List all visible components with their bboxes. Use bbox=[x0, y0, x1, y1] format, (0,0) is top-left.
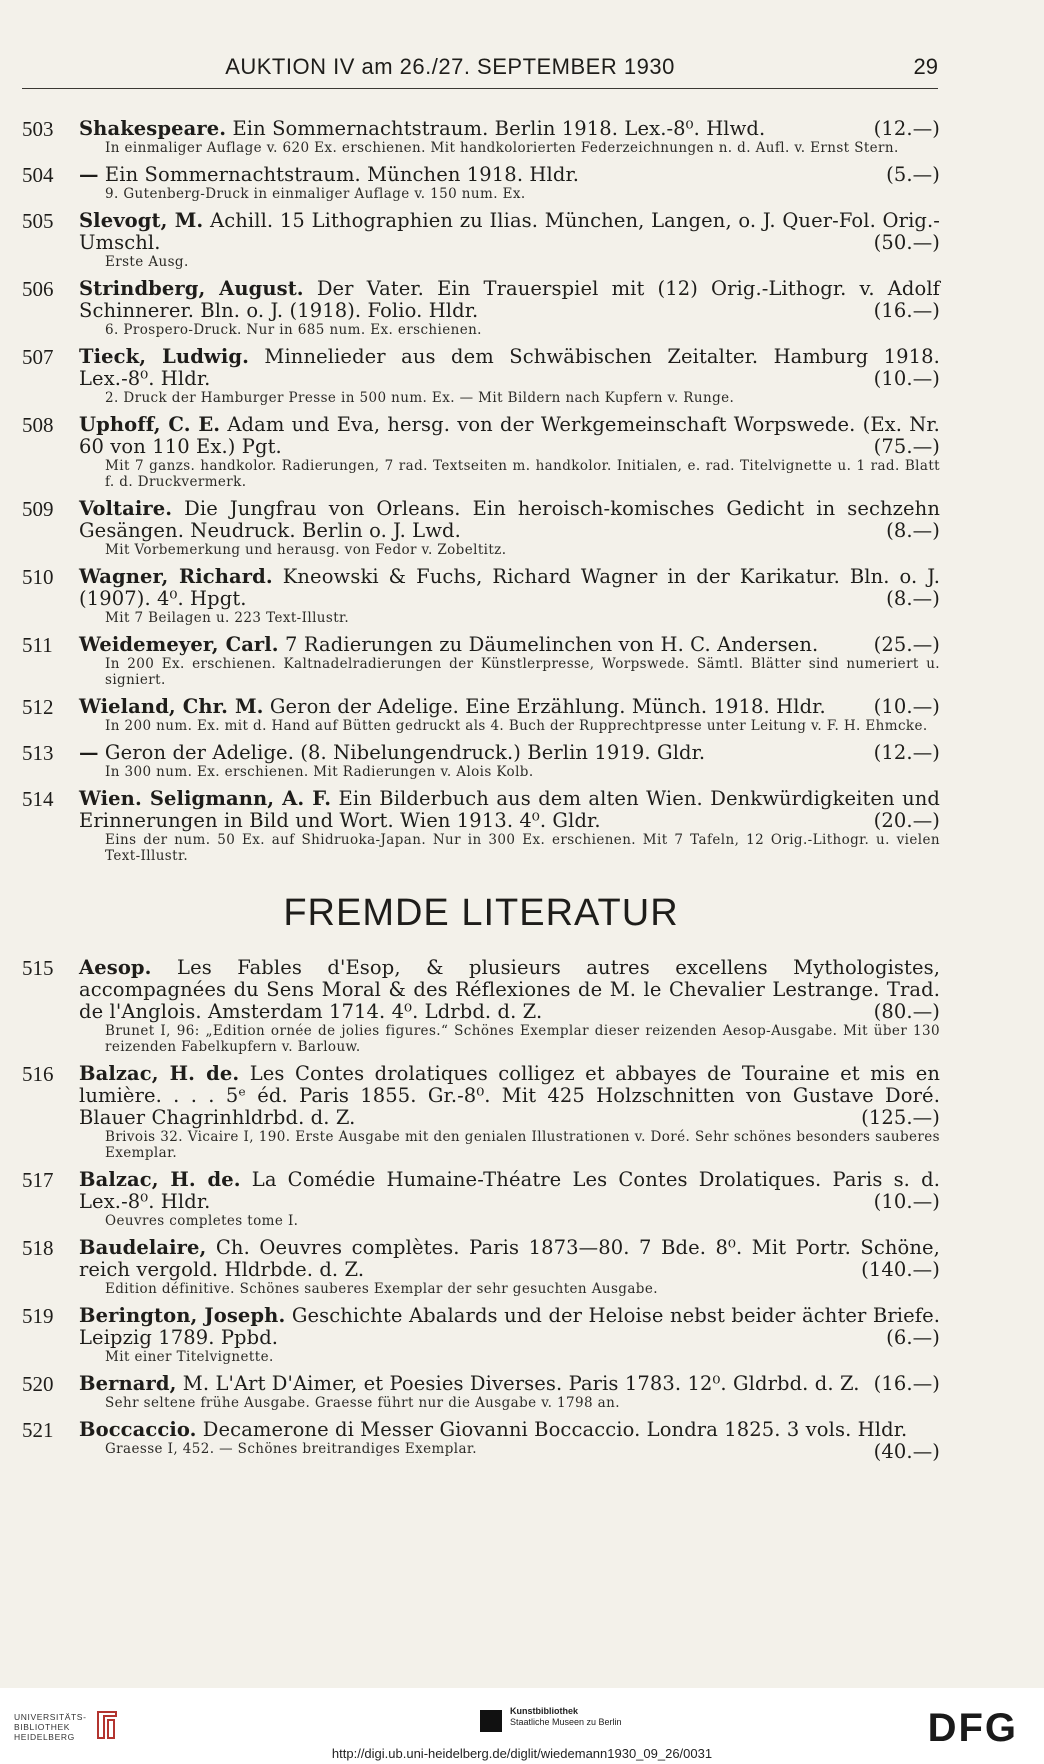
lot-title: Der Vater. Ein Trauerspiel mit (12) Orig.-Lithogr. v. Adolf Schinnerer. Bln. o. J. (1918). Folio. Hldr. bbox=[79, 277, 940, 322]
lot-note: In einmaliger Auflage v. 620 Ex. erschienen. Mit handkolorierten Federzeichnungen n. d. Aufl. v. Ernst Stern. bbox=[105, 140, 899, 156]
lot-description bbox=[79, 696, 940, 718]
lot-price: (12.—) bbox=[873, 741, 940, 764]
catalog-entry bbox=[22, 1305, 940, 1365]
lot-number: 504 bbox=[22, 163, 54, 187]
lot-number: 506 bbox=[22, 277, 54, 301]
lot-author: Voltaire. bbox=[79, 497, 173, 520]
lot-author: Baudelaire, bbox=[79, 1236, 207, 1259]
lot-price: (50.—) bbox=[873, 231, 940, 254]
lot-number: 507 bbox=[22, 345, 54, 369]
lot-price: (25.—) bbox=[873, 633, 940, 656]
catalog-entry bbox=[22, 742, 940, 780]
catalog-entry bbox=[22, 957, 940, 1055]
lot-title: Geschichte Abalards und der Heloise nebst beider ächter Briefe. Leipzig 1789. Ppbd. bbox=[79, 1304, 941, 1349]
lot-number: 514 bbox=[22, 787, 54, 811]
lot-author: Weidemeyer, Carl. bbox=[79, 633, 279, 656]
lot-note: Graesse I, 452. — Schönes breitrandiges Exemplar. bbox=[105, 1441, 477, 1457]
lot-price: (16.—) bbox=[873, 1372, 940, 1395]
lot-price: (40.—) bbox=[873, 1440, 940, 1463]
lot-number: 517 bbox=[22, 1168, 54, 1192]
lot-title: Kneowski & Fuchs, Richard Wagner in der Karikatur. Bln. o. J. (1907). 4⁰. Hpgt. bbox=[79, 565, 940, 610]
lot-author: Shakespeare. bbox=[79, 117, 227, 140]
lot-note: 9. Gutenberg-Druck in einmaliger Auflage v. 150 num. Ex. bbox=[105, 186, 526, 202]
ub-emblem-icon bbox=[94, 1708, 120, 1742]
lot-description bbox=[79, 957, 940, 1023]
lot-author: Slevogt, M. bbox=[79, 209, 204, 232]
lot-number: 521 bbox=[22, 1418, 54, 1442]
lot-number: 509 bbox=[22, 497, 54, 521]
lot-title: Achill. 15 Lithographien zu Ilias. München, Langen, o. J. Quer-Fol. Orig.-Umschl. bbox=[79, 209, 940, 254]
lot-description bbox=[79, 742, 940, 764]
catalog-entry bbox=[22, 566, 940, 626]
lot-number: 505 bbox=[22, 209, 54, 233]
ub-logo-line2: BIBLIOTHEK bbox=[14, 1722, 71, 1732]
lot-title: La Comédie Humaine-Théatre Les Contes Drolatiques. Paris s. d. Lex.-8⁰. Hldr. bbox=[79, 1168, 940, 1213]
lot-author: Balzac, H. de. bbox=[79, 1168, 241, 1191]
kb-title: Kunstbibliothek bbox=[510, 1706, 578, 1716]
lot-title: Les Contes drolatiques colligez et abbayes de Touraine et mis en lumière. . . . 5ᵉ éd. Paris 1855. Gr.-8⁰. Mit 425 Holzschnitten von Gustave Doré. Blauer Chagrinhldrbd. d. Z. bbox=[79, 1062, 940, 1129]
ub-heidelberg-logo[interactable] bbox=[14, 1712, 87, 1742]
lot-description bbox=[79, 1237, 940, 1281]
lot-description bbox=[79, 634, 940, 656]
lot-author: — bbox=[79, 163, 99, 186]
lot-note: 6. Prospero-Druck. Nur in 685 num. Ex. erschienen. bbox=[105, 322, 482, 338]
entry-list-foreign bbox=[22, 956, 941, 1463]
lot-title: Minnelieder aus dem Schwäbischen Zeitalter. Hamburg 1918. Lex.-8⁰. Hldr. bbox=[79, 345, 940, 390]
lot-price: (140.—) bbox=[861, 1258, 940, 1281]
lot-title: Die Jungfrau von Orleans. Ein heroisch-komisches Gedicht in sechzehn Gesängen. Neudruck. Berlin o. J. Lwd. bbox=[79, 497, 940, 542]
dfg-logo[interactable]: DFG bbox=[927, 1706, 1018, 1750]
lot-note: Mit Vorbemerkung und herausg. von Fedor v. Zobeltitz. bbox=[105, 542, 507, 558]
lot-price: (6.—) bbox=[886, 1326, 940, 1349]
catalog-entry bbox=[22, 414, 940, 490]
catalog-entry bbox=[22, 210, 940, 270]
lot-price: (80.—) bbox=[873, 1000, 940, 1023]
lot-author: Strindberg, August. bbox=[79, 277, 304, 300]
section-heading: FREMDE LITERATUR bbox=[283, 892, 679, 934]
lot-title: Ein Sommernachtstraum. München 1918. Hldr. bbox=[104, 163, 580, 186]
lot-title: Adam und Eva, hersg. von der Werkgemeinschaft Worpswede. (Ex. Nr. 60 von 110 Ex.) Pgt. bbox=[79, 413, 940, 458]
lot-author: Tieck, Ludwig. bbox=[79, 345, 249, 368]
lot-author: Uphoff, C. E. bbox=[79, 413, 221, 436]
lot-note: 2. Druck der Hamburger Presse in 500 num. Ex. — Mit Bildern nach Kupfern v. Runge. bbox=[105, 390, 735, 406]
lot-number: 515 bbox=[22, 956, 54, 980]
lot-description bbox=[79, 1169, 940, 1213]
lot-title: Decamerone di Messer Giovanni Boccaccio. Londra 1825. 3 vols. Hldr. bbox=[202, 1418, 908, 1441]
lot-description bbox=[79, 1373, 940, 1395]
lot-price: (10.—) bbox=[873, 1190, 940, 1213]
ub-logo-line3: HEIDELBERG bbox=[14, 1732, 75, 1742]
lot-number: 511 bbox=[22, 633, 53, 657]
lot-title: Ein Bilderbuch aus dem alten Wien. Denkwürdigkeiten und Erinnerungen in Bild und Wort. Wien 1913. 4⁰. Gldr. bbox=[79, 787, 940, 832]
lot-description bbox=[79, 414, 940, 458]
lot-number: 513 bbox=[22, 741, 54, 765]
lot-author: Boccaccio. bbox=[79, 1418, 197, 1441]
lot-author: Balzac, H. de. bbox=[79, 1062, 240, 1085]
catalog-entry bbox=[22, 634, 940, 688]
lot-note: In 300 num. Ex. erschienen. Mit Radierungen v. Alois Kolb. bbox=[105, 764, 534, 780]
lot-author: Berington, Joseph. bbox=[79, 1304, 286, 1327]
page-header bbox=[22, 54, 938, 89]
lot-description bbox=[79, 1305, 940, 1349]
catalog-entry bbox=[22, 118, 940, 156]
lot-note: Brunet I, 96: „Edition ornée de jolies figures.“ Schönes Exemplar dieser reizenden Aesop-Ausgabe. Mit über 130 reizenden Fabelkupfern v. Barlouw. bbox=[105, 1023, 940, 1055]
kb-subtitle: Staatliche Museen zu Berlin bbox=[510, 1717, 622, 1727]
kunstbibliothek-mark-icon bbox=[480, 1710, 502, 1732]
lot-price: (12.—) bbox=[873, 117, 940, 140]
lot-price: (75.—) bbox=[873, 435, 940, 458]
kunstbibliothek-logo[interactable] bbox=[480, 1706, 622, 1732]
lot-note: Erste Ausg. bbox=[105, 254, 189, 270]
catalog-entry bbox=[22, 164, 940, 202]
lot-description bbox=[79, 566, 940, 610]
lot-title: M. L'Art D'Aimer, et Poesies Diverses. Paris 1783. 12⁰. Gldrbd. d. Z. bbox=[182, 1372, 860, 1395]
lot-price: (10.—) bbox=[873, 695, 940, 718]
lot-description bbox=[79, 346, 940, 390]
lot-number: 512 bbox=[22, 695, 54, 719]
lot-title: Geron der Adelige. (8. Nibelungendruck.) Berlin 1919. Gldr. bbox=[104, 741, 706, 764]
lot-price: (16.—) bbox=[873, 299, 940, 322]
lot-price: (10.—) bbox=[873, 367, 940, 390]
catalog-entry bbox=[22, 1418, 940, 1463]
lot-number: 510 bbox=[22, 565, 54, 589]
catalog-entry bbox=[22, 788, 940, 864]
lot-price: (20.—) bbox=[873, 809, 940, 832]
catalog-entry bbox=[22, 346, 940, 406]
lot-note: Edition définitive. Schönes sauberes Exemplar der sehr gesuchten Ausgabe. bbox=[105, 1281, 658, 1297]
viewer-footer bbox=[0, 1688, 1044, 1764]
lot-note: Mit 7 Beilagen u. 223 Text-Illustr. bbox=[105, 610, 350, 626]
lot-author: Wien. Seligmann, A. F. bbox=[79, 787, 332, 810]
lot-number: 508 bbox=[22, 413, 54, 437]
lot-author: — bbox=[79, 741, 99, 764]
lot-note: Oeuvres completes tome I. bbox=[105, 1213, 299, 1229]
lot-price: (8.—) bbox=[886, 587, 940, 610]
lot-price: (8.—) bbox=[886, 519, 940, 542]
lot-note: Sehr seltene frühe Ausgabe. Graesse führt nur die Ausgabe v. 1798 an. bbox=[105, 1395, 620, 1411]
lot-price: (5.—) bbox=[886, 163, 940, 186]
entry-list-german bbox=[22, 118, 940, 864]
catalog-entry bbox=[22, 278, 940, 338]
lot-author: Bernard, bbox=[79, 1372, 177, 1395]
ub-logo-line1: UNIVERSITÄTS- bbox=[14, 1712, 87, 1722]
lot-number: 520 bbox=[22, 1372, 54, 1396]
lot-author: Aesop. bbox=[79, 956, 152, 979]
lot-number: 518 bbox=[22, 1236, 54, 1260]
lot-title: 7 Radierungen zu Däumelinchen von H. C. Andersen. bbox=[285, 633, 819, 656]
lot-title: Les Fables d'Esop, & plusieurs autres excellens Mythologistes, accompagnées du Sens Moral & des Réflexiones de M. le Chevalier Lestrange. Trad. de l'Anglois. Amsterdam 1714. 4⁰. Ldrbd. d. Z. bbox=[79, 956, 940, 1023]
permalink-url[interactable]: http://digi.ub.uni-heidelberg.de/diglit/wiedemann1930_09_26/0031 bbox=[331, 1746, 713, 1761]
lot-note: Brivois 32. Vicaire I, 190. Erste Ausgabe mit den genialen Illustrationen v. Doré. Sehr schönes besonders sauberes Exemplar. bbox=[105, 1129, 940, 1161]
lot-note: Mit 7 ganzs. handkolor. Radierungen, 7 rad. Textseiten m. handkolor. Initialen, e. rad. Titelvignette u. 1 rad. Blatt f. d. Druckvermerk. bbox=[105, 458, 940, 490]
lot-note: Mit einer Titelvignette. bbox=[105, 1349, 274, 1365]
lot-title: Ch. Oeuvres complètes. Paris 1873—80. 7 Bde. 8⁰. Mit Portr. Schöne, reich vergold. Hldrbde. d. Z. bbox=[79, 1236, 940, 1281]
lot-number: 516 bbox=[22, 1062, 54, 1086]
lot-number: 503 bbox=[22, 117, 54, 141]
header-title: AUKTION IV am 26./27. SEPTEMBER 1930 bbox=[225, 54, 675, 79]
lot-title: Ein Sommernachtstraum. Berlin 1918. Lex.-8⁰. Hlwd. bbox=[232, 117, 766, 140]
catalog-entry bbox=[22, 498, 940, 558]
lot-description bbox=[79, 164, 940, 186]
lot-note: In 200 num. Ex. mit d. Hand auf Bütten gedruckt als 4. Buch der Rupprechtpresse unter Leitung v. F. H. Ehmcke. bbox=[105, 718, 928, 734]
lot-description bbox=[79, 210, 940, 254]
lot-description bbox=[79, 498, 940, 542]
lot-price: (125.—) bbox=[861, 1106, 940, 1129]
catalog-entry bbox=[22, 696, 940, 734]
lot-description bbox=[79, 118, 940, 140]
catalog-content bbox=[22, 118, 940, 1465]
catalog-entry bbox=[22, 1063, 940, 1161]
catalog-entry bbox=[22, 1237, 940, 1297]
catalog-entry bbox=[22, 1373, 940, 1411]
lot-note: Eins der num. 50 Ex. auf Shidruoka-Japan. Nur in 300 Ex. erschienen. Mit 7 Tafeln, 12 Orig.-Lithogr. u. vielen Text-Illustr. bbox=[105, 832, 940, 864]
page-number: 29 bbox=[913, 54, 938, 79]
lot-description bbox=[79, 788, 940, 832]
lot-note: In 200 Ex. erschienen. Kaltnadelradierungen der Künstlerpresse, Worpswede. Sämtl. Blätter sind numeriert u. signiert. bbox=[105, 656, 940, 688]
lot-number: 519 bbox=[22, 1304, 54, 1328]
lot-title: Geron der Adelige. Eine Erzählung. Münch. 1918. Hldr. bbox=[269, 695, 826, 718]
lot-description bbox=[79, 1063, 940, 1129]
lot-author: Wagner, Richard. bbox=[79, 565, 273, 588]
lot-author: Wieland, Chr. M. bbox=[79, 695, 264, 718]
catalog-entry bbox=[22, 1169, 940, 1229]
lot-description bbox=[79, 278, 940, 322]
